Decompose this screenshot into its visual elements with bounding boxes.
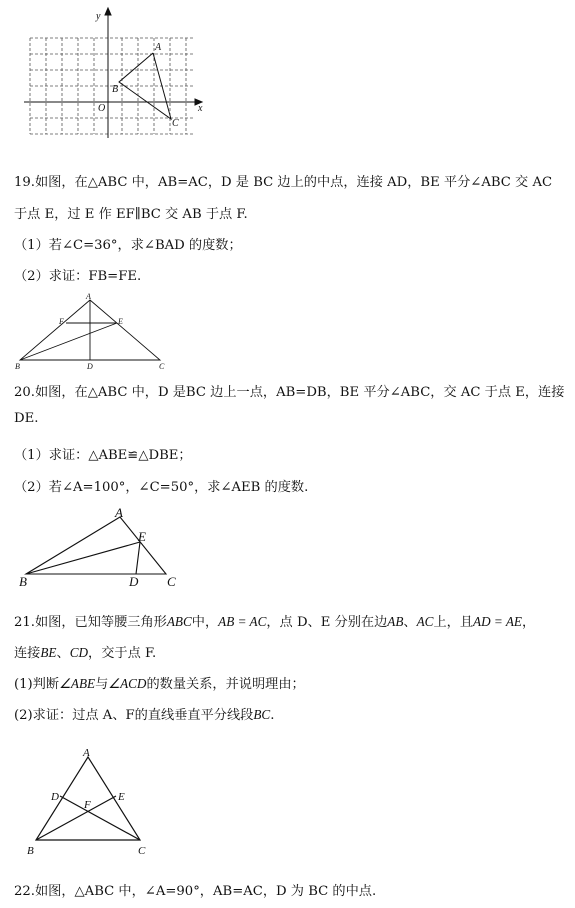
- coordinate-grid-figure: [22, 5, 212, 140]
- q21-text-1c: ，点 D、E 分别在边: [266, 615, 388, 630]
- q21-math-ad-eq-ae: AD = AE: [473, 614, 522, 629]
- q21-text-1d: 、: [403, 615, 417, 630]
- q19-label-a: A: [86, 292, 91, 301]
- q19-line-1: 19.如图，在△ABC 中，AB=AC，D 是 BC 边上的中点，连接 AD，BE 平分∠ABC 交 AC: [14, 175, 553, 190]
- q21-label-a: A: [83, 747, 90, 759]
- x-axis-label: x: [198, 103, 203, 114]
- q22-line-1: 22.如图，△ABC 中，∠A=90°，AB=AC，D 为 BC 的中点.: [14, 884, 377, 899]
- point-a-label: A: [155, 42, 162, 53]
- q21-p1-c: 的数量关系，并说明理由；: [146, 677, 305, 692]
- q19-line-2: 于点 E，过 E 作 EF∥BC 交 AB 于点 F.: [14, 207, 248, 222]
- q21-part-2: [14, 704, 274, 723]
- q21-p2-a: (2)求证：过点 A、F的直线垂直平分线段: [14, 708, 254, 723]
- q21-line-2: [14, 642, 156, 661]
- q21-math-ab-eq-ac: AB = AC: [218, 614, 267, 629]
- q19-triangle-figure: [10, 292, 170, 372]
- q19-label-c: C: [159, 362, 165, 371]
- point-c-label: C: [172, 118, 179, 129]
- q19-label-e: E: [118, 317, 123, 326]
- q20-label-e: E: [138, 529, 146, 544]
- q21-p1-b: 与: [95, 677, 109, 692]
- q21-text-1f: ，: [521, 615, 536, 630]
- q20-label-a: A: [115, 505, 123, 520]
- q21-text-2a: 连接: [14, 646, 41, 661]
- q20-label-c: C: [167, 574, 176, 589]
- q20-label-d: D: [129, 574, 139, 589]
- q21-p1-a: (1)判断: [14, 677, 60, 692]
- q21-label-e: E: [118, 791, 125, 803]
- q19-label-f: F: [59, 317, 64, 326]
- q19-part-1: （1）若∠C=36°，求∠BAD 的度数；: [14, 238, 242, 253]
- q21-triangle-figure: [22, 742, 162, 860]
- q19-part-2: （2）求证：FB=FE.: [14, 269, 142, 284]
- q21-math-be: BE: [40, 645, 57, 660]
- q21-label-f: F: [84, 799, 91, 811]
- q21-text-1e: 上，且: [433, 615, 474, 630]
- q21-line-1: [14, 611, 535, 630]
- point-b-label: B: [112, 84, 119, 95]
- q21-text-2c: ，交于点 F.: [88, 646, 157, 661]
- q21-part-1: [14, 673, 305, 692]
- y-axis-label: y: [96, 11, 101, 22]
- origin-label: O: [98, 103, 106, 114]
- q19-label-d: D: [87, 362, 93, 371]
- q21-p2-b: .: [270, 708, 275, 723]
- q21-text-2b: 、: [56, 646, 70, 661]
- q20-line-1: 20.如图，在△ABC 中，D 是BC 边上一点，AB=DB，BE 平分∠ABC，交 AC 于点 E，连接: [14, 385, 565, 400]
- q21-text-1a: 21.如图，已知等腰三角形: [14, 615, 167, 630]
- q20-part-1: （1）求证：△ABE≌△DBE；: [14, 448, 192, 463]
- q20-triangle-figure: [14, 505, 194, 590]
- q21-label-c: C: [138, 845, 146, 857]
- q21-math-cd: CD: [69, 645, 89, 660]
- q21-label-b: B: [27, 845, 34, 857]
- q21-math-abc: ABC: [166, 614, 192, 629]
- q21-text-1b: 中，: [191, 615, 219, 630]
- q19-label-b: B: [15, 362, 20, 371]
- q21-math-bc: BC: [253, 707, 271, 722]
- q20-part-2: （2）若∠A=100°，∠C=50°，求∠AEB 的度数.: [14, 480, 309, 495]
- q20-label-b: B: [19, 574, 27, 589]
- q20-line-2: DE.: [14, 411, 39, 426]
- q21-math-ac: AC: [416, 614, 434, 629]
- q21-math-angle-abe: ∠ABE: [59, 676, 96, 691]
- q21-label-d: D: [51, 791, 59, 803]
- q21-math-angle-acd: ∠ACD: [108, 676, 147, 691]
- q21-math-ab: AB: [387, 614, 404, 629]
